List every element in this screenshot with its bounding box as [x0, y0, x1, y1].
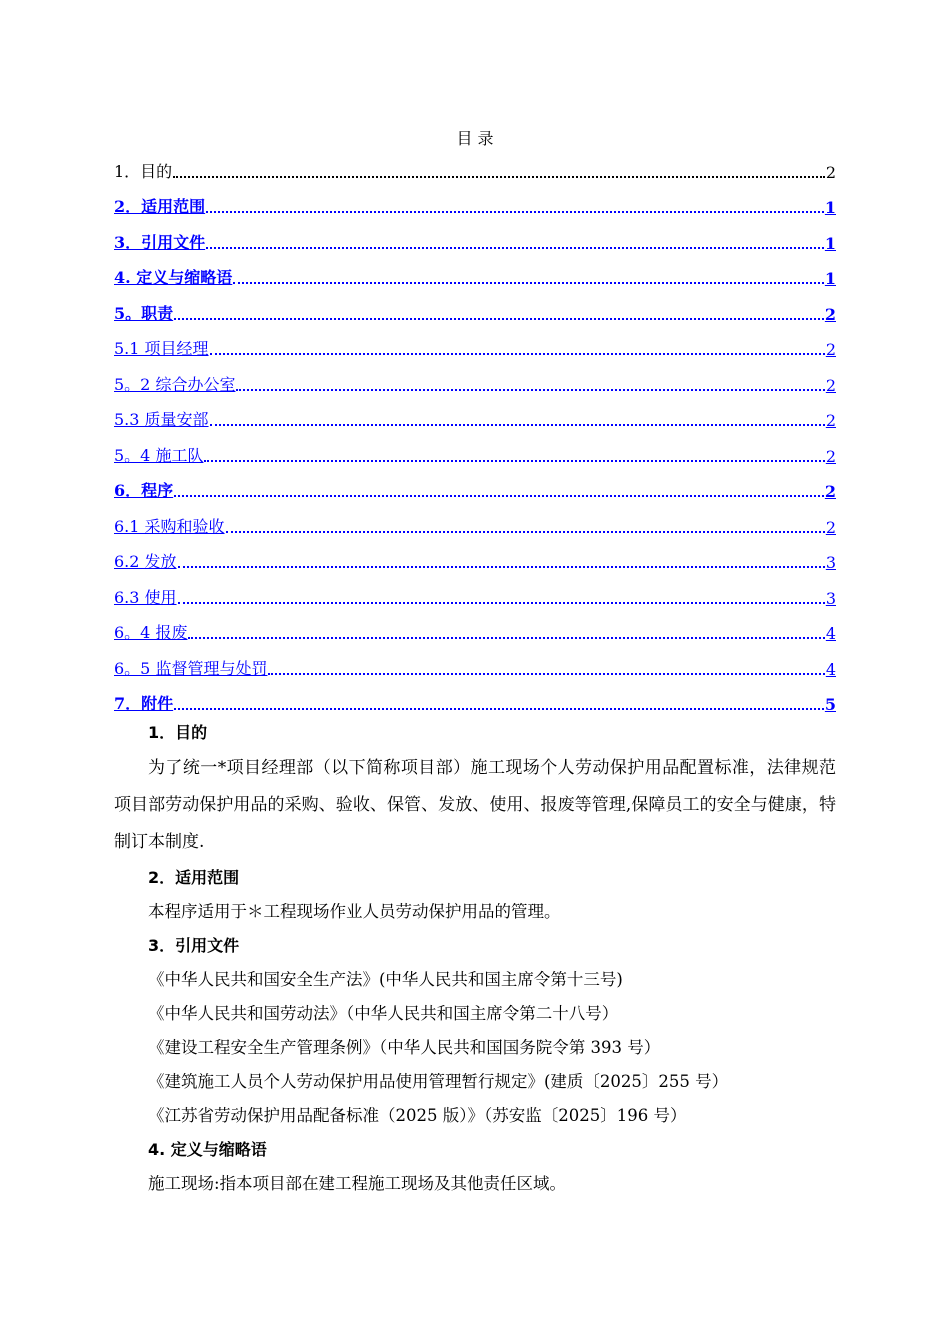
- toc-entry-5-4[interactable]: 5。4 施工队 2: [114, 445, 836, 466]
- reference-item: 《中华人民共和国安全生产法》(中华人民共和国主席令第十三号): [148, 970, 623, 989]
- toc-entry-6-5[interactable]: 6。5 监督管理与处罚 4: [114, 658, 836, 679]
- paragraph-scope: 本程序适用于＊工程现场作业人员劳动保护用品的管理。: [148, 902, 561, 921]
- section-heading-references: 3．引用文件: [148, 936, 240, 955]
- section-heading-purpose: 1．目的: [148, 723, 208, 742]
- toc-entry-attachments[interactable]: 7．附件 5: [114, 694, 836, 714]
- toc-title: 目 录: [456, 129, 494, 148]
- toc-entry-purpose[interactable]: 1．目的 2: [114, 161, 836, 182]
- toc-entry-definitions[interactable]: 4. 定义与缩略语 1: [114, 268, 836, 288]
- toc-entry-references[interactable]: 3．引用文件 1: [114, 232, 836, 253]
- paragraph-definitions: 施工现场:指本项目部在建工程施工现场及其他责任区域。: [148, 1174, 567, 1193]
- toc-entry-responsibilities[interactable]: 5。职责 2: [114, 303, 836, 324]
- reference-item: 《建筑施工人员个人劳动保护用品使用管理暂行规定》(建质〔2025〕255 号）: [148, 1072, 729, 1091]
- reference-item: 《江苏省劳动保护用品配备标准（2025 版）》（苏安监〔2025〕196 号）: [148, 1106, 687, 1125]
- paragraph-purpose: 为了统一*项目经理部（以下简称项目部）施工现场个人劳动保护用品配置标准，法律规范项目部劳动保护用品的采购、验收、保管、发放、使用、报废等管理,保障员工的安全与健康，特制订本制度.: [114, 758, 836, 852]
- section-heading-definitions: 4. 定义与缩略语: [148, 1140, 267, 1159]
- reference-item: 《建设工程安全生产管理条例》（中华人民共和国国务院令第 393 号）: [148, 1038, 661, 1057]
- table-of-contents: [114, 146, 836, 714]
- toc-entry-procedure[interactable]: 6．程序 2: [114, 481, 836, 501]
- toc-entry-6-3[interactable]: 6.3 使用 3: [114, 587, 836, 608]
- toc-entry-6-4[interactable]: 6。4 报废 4: [114, 623, 836, 643]
- toc-entry-5-2[interactable]: 5。2 综合办公室 2: [114, 374, 836, 395]
- toc-entry-6-2[interactable]: 6.2 发放 3: [114, 552, 836, 572]
- document-body: [114, 716, 836, 1201]
- toc-entry-5-3[interactable]: 5.3 质量安部 2: [114, 410, 836, 430]
- toc-entry-6-1[interactable]: 6.1 采购和验收 2: [114, 516, 836, 537]
- toc-entry-scope[interactable]: 2．适用范围 1: [114, 197, 836, 217]
- section-heading-scope: 2．适用范围: [148, 868, 240, 887]
- reference-item: 《中华人民共和国劳动法》（中华人民共和国主席令第二十八号）: [148, 1004, 619, 1023]
- toc-entry-5-1[interactable]: 5.1 项目经理 2: [114, 339, 836, 359]
